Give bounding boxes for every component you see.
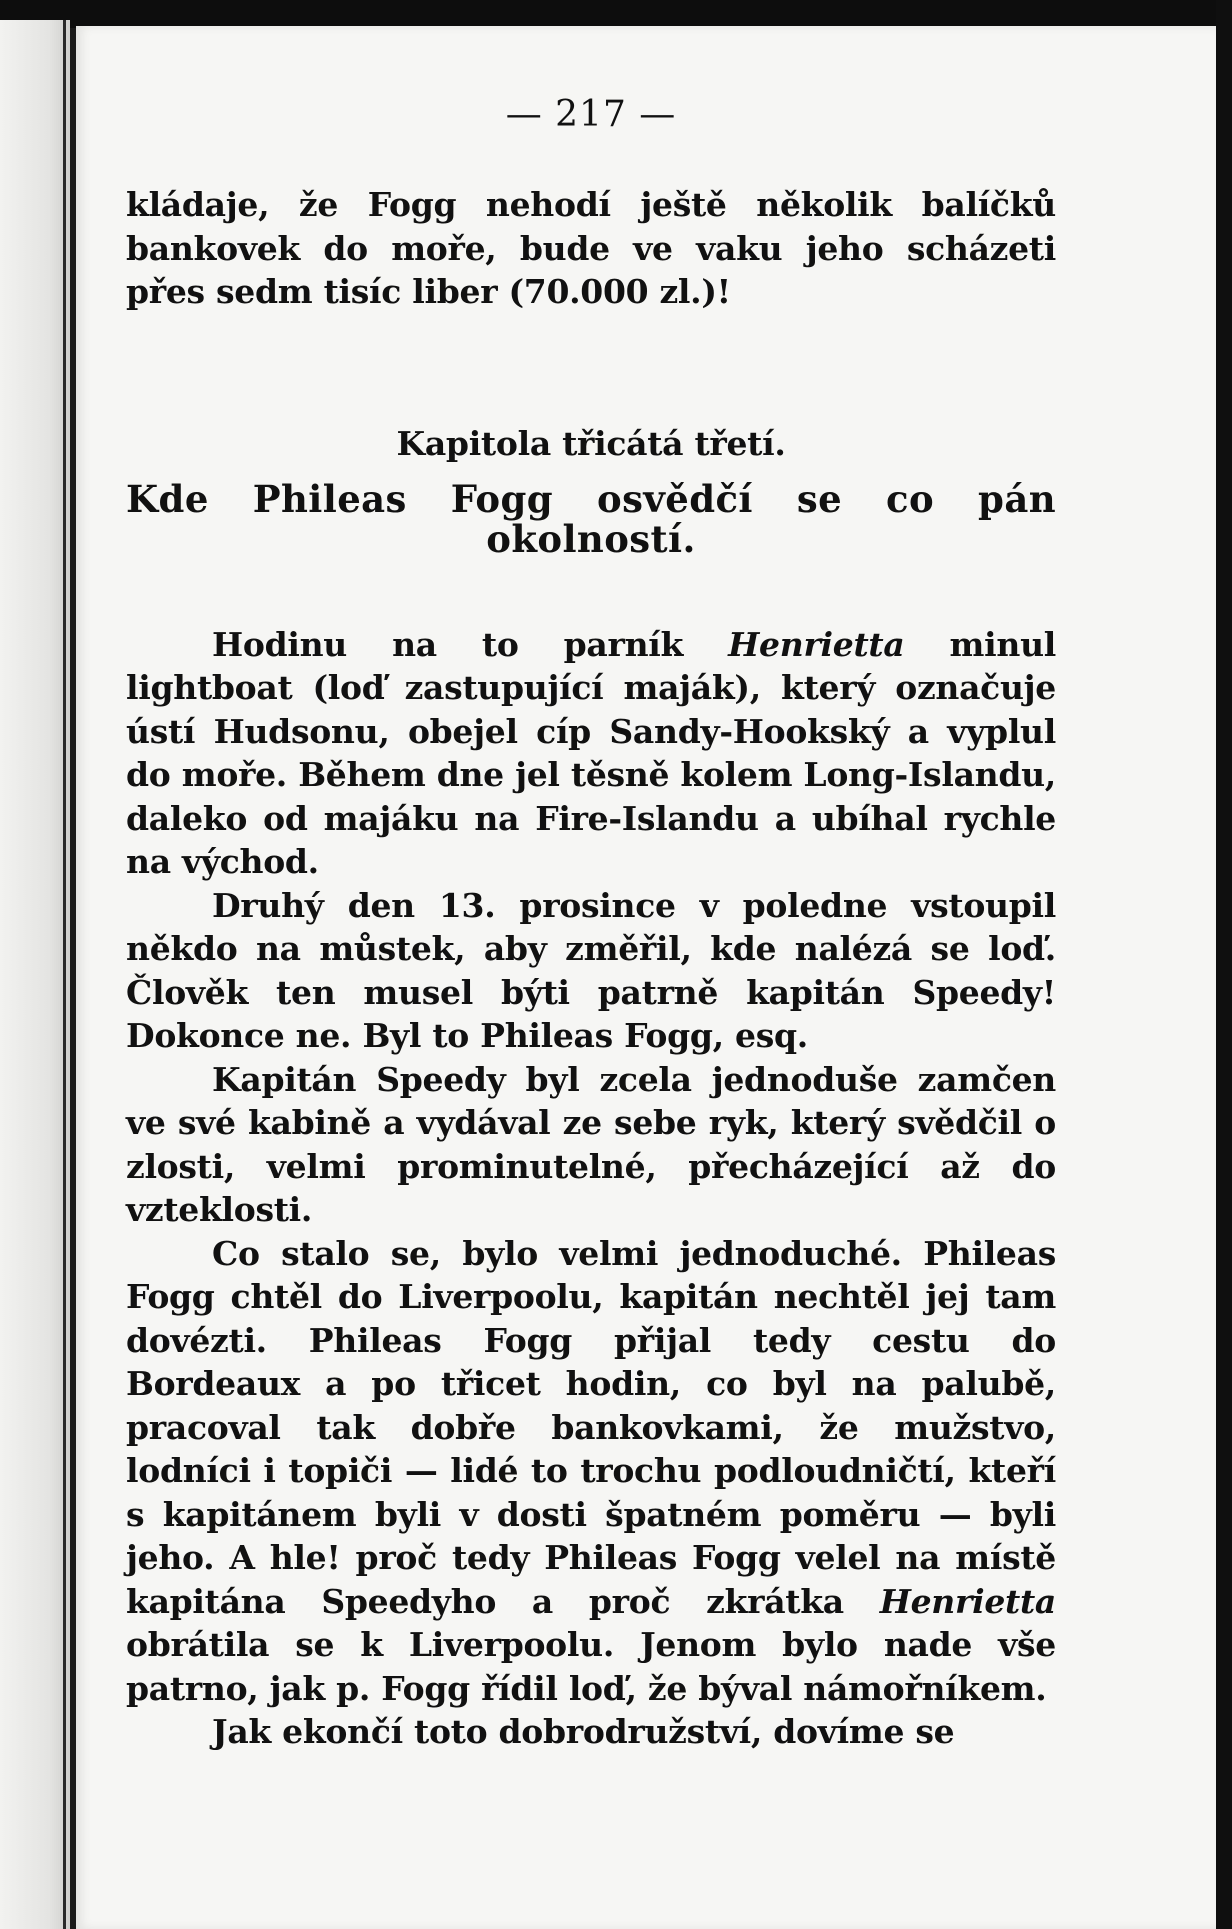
paragraph-1	[126, 623, 1056, 884]
paragraph-4-text-a: Co stalo se, bylo velmi jednoduché. Phileas Fogg chtěl do Liverpoolu, kapitán nechtěl jej tam dovézti. Phileas Fogg přijal tedy cestu do Bordeaux a po třicet hodin, co byl na palubě, pracoval tak dobře bankovkami, že mužstvo, lodníci i topiči — lidé to trochu podloudničtí, kteří s kapitánem byli v dosti špatném poměru — byli jeho. A hle! proč tedy Phileas Fogg velel na místě kapitána Speedyho a proč zkrátka	[126, 1233, 1056, 1621]
scan-border-top	[0, 0, 1232, 28]
page-content	[126, 94, 1056, 1754]
continued-paragraph: kládaje, že Fogg nehodí ještě několik balíčků bankovek do moře, bude ve vaku jeho scházeti přes sedm tisíc liber (70.000 zl.)!	[126, 185, 1056, 311]
book-page	[76, 26, 1216, 1929]
page-number: — 217 —	[505, 94, 677, 135]
paragraph-3: Kapitán Speedy byl zcela jednoduše zamčen ve své kabině a vydával ze sebe ryk, který svědčil o zlosti, velmi prominutelné, přecházející až do vzteklosti.	[126, 1059, 1056, 1229]
paragraph-4-text-b: obrátila se k Liverpoolu. Jenom bylo nade vše patrno, jak p. Fogg řídil loď, že býval námořníkem.	[126, 1625, 1056, 1708]
previous-page-edge	[0, 20, 70, 1929]
paragraph-1-text-b: minul lightboat (loď zastupující maják), který označuje ústí Hudsonu, obejel cíp Sandy-Hookský a vyplul do moře. Během dne jel těsně kolem Long-Islandu, daleko od majáku na Fire-Islandu a ubíhal rychle na východ.	[126, 624, 1056, 881]
paragraph-5: Jak ekončí toto dobrodružství, dovíme se	[212, 1712, 955, 1751]
chapter-title: Kde Phileas Fogg osvědčí se co pán okolností.	[126, 476, 1056, 561]
scan-border-right	[1216, 0, 1232, 1929]
paragraph-4	[126, 1232, 1056, 1711]
paragraph-2: Druhý den 13. prosince v poledne vstoupil někdo na můstek, aby změřil, kde nalézá se loď. Člověk ten musel býti patrně kapitán Speedy! Dokonce ne. Byl to Phileas Fogg, esq.	[126, 885, 1056, 1055]
ship-name: Henrietta	[879, 1581, 1056, 1621]
paragraph-1-text-a: Hodinu na to parník	[212, 624, 729, 664]
chapter-label: Kapitola třicátá třetí.	[396, 423, 786, 463]
ship-name: Henrietta	[728, 624, 905, 664]
